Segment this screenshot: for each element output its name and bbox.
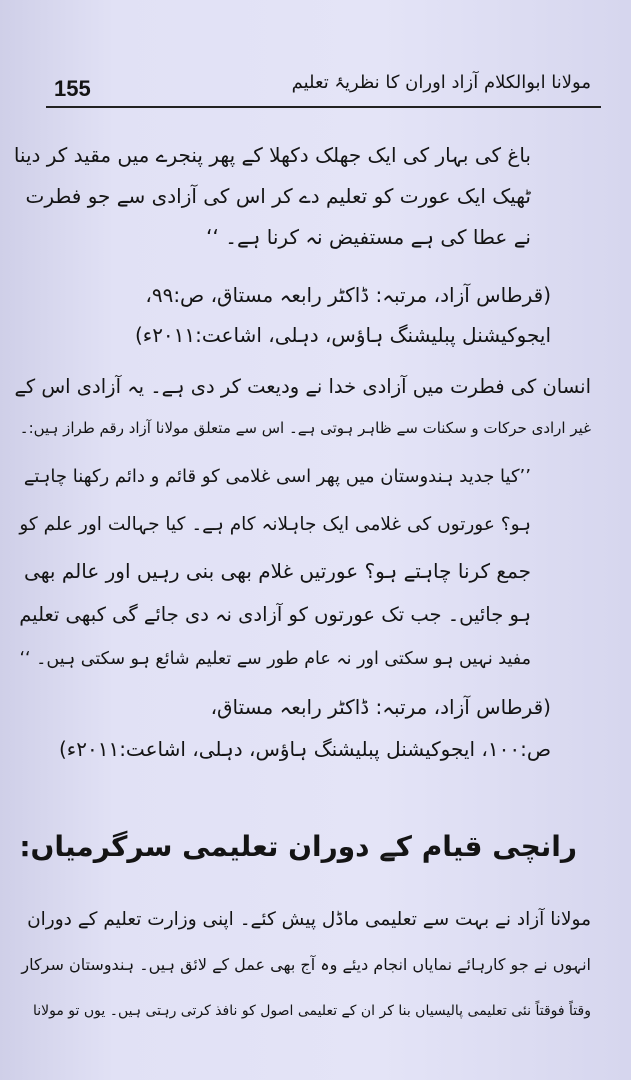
page-number: 155 <box>54 76 91 101</box>
quote1-line: باغ کی بہار کی ایک جھلک دکھلا کے پھر پنجرے میں مقید کر دینا <box>13 143 531 167</box>
citation1-line: (قرطاس آزاد، مرتبہ: ڈاکٹر رابعہ مستاق، ص:۹۹، <box>145 283 551 307</box>
quote1-line: ٹھیک ایک عورت کو تعلیم دے کر اس کی آزادی سے جو فطرت <box>25 184 531 208</box>
header-rule <box>46 106 601 108</box>
citation2-line: ص:۱۰۰، ایجوکیشنل پبلیشنگ ہاؤس، دہلی، اشاعت:۲۰۱۱ء) <box>59 737 551 761</box>
quote2-line: مفید نہیں ہو سکتی اور نہ عام طور سے تعلیم شائع ہو سکتی ہیں۔ ‘‘ <box>19 649 531 669</box>
quote1-line: نے عطا کی ہے مستفیض نہ کرنا ہے۔ ‘‘ <box>206 225 531 249</box>
citation1-line: ایجوکیشنل پبلیشنگ ہاؤس، دہلی، اشاعت:۲۰۱۱ء) <box>134 323 551 347</box>
quote2-line: ہو جائیں۔ جب تک عورتوں کو آزادی نہ دی جائے گی کبھی تعلیم <box>19 603 531 626</box>
running-title: مولانا ابوالکلام آزاد اوران کا نظریۂ تعلیم <box>291 72 591 93</box>
quote2-line: ہو؟ عورتوں کی غلامی ایک جاہلانہ کام ہے۔ کیا جہالت اور علم کو <box>19 514 531 535</box>
quote2-line: ’’کیا جدید ہندوستان میں پھر اسی غلامی کو قائم و دائم رکھنا چاہتے <box>23 466 531 487</box>
citation2-line: (قرطاس آزاد، مرتبہ: ڈاکٹر رابعہ مستاق، <box>210 695 551 719</box>
paragraph2-line: وقتاً فوقتاً نئی تعلیمی پالیسیاں بنا کر ان کے تعلیمی اصول کو نافذ کرتی رہتی ہیں۔ یوں تو مولانا <box>32 1003 591 1019</box>
section-heading: رانچی قیام کے دوران تعلیمی سرگرمیاں: <box>19 830 577 863</box>
paragraph2-line: انہوں نے جو کارہائے نمایاں انجام دیئے وہ آج بھی عمل کے لائق ہیں۔ ہندوستان سرکار <box>21 955 591 974</box>
paragraph1-line: انسان کی فطرت میں آزادی خدا نے ودیعت کر دی ہے۔ یہ آزادی اس کے <box>14 375 591 398</box>
quote2-line: جمع کرنا چاہتے ہو؟ عورتیں غلام بھی بنی رہیں اور عالم بھی <box>24 559 531 583</box>
paragraph2-line: مولانا آزاد نے بہت سے تعلیمی ماڈل پیش کئے۔ اپنی وزارت تعلیم کے دوران <box>27 909 591 930</box>
paragraph1-line: غیر ارادی حرکات و سکنات سے ظاہر ہوتی ہے۔ اس سے متعلق مولانا آزاد رقم طراز ہیں:۔ <box>19 419 591 437</box>
